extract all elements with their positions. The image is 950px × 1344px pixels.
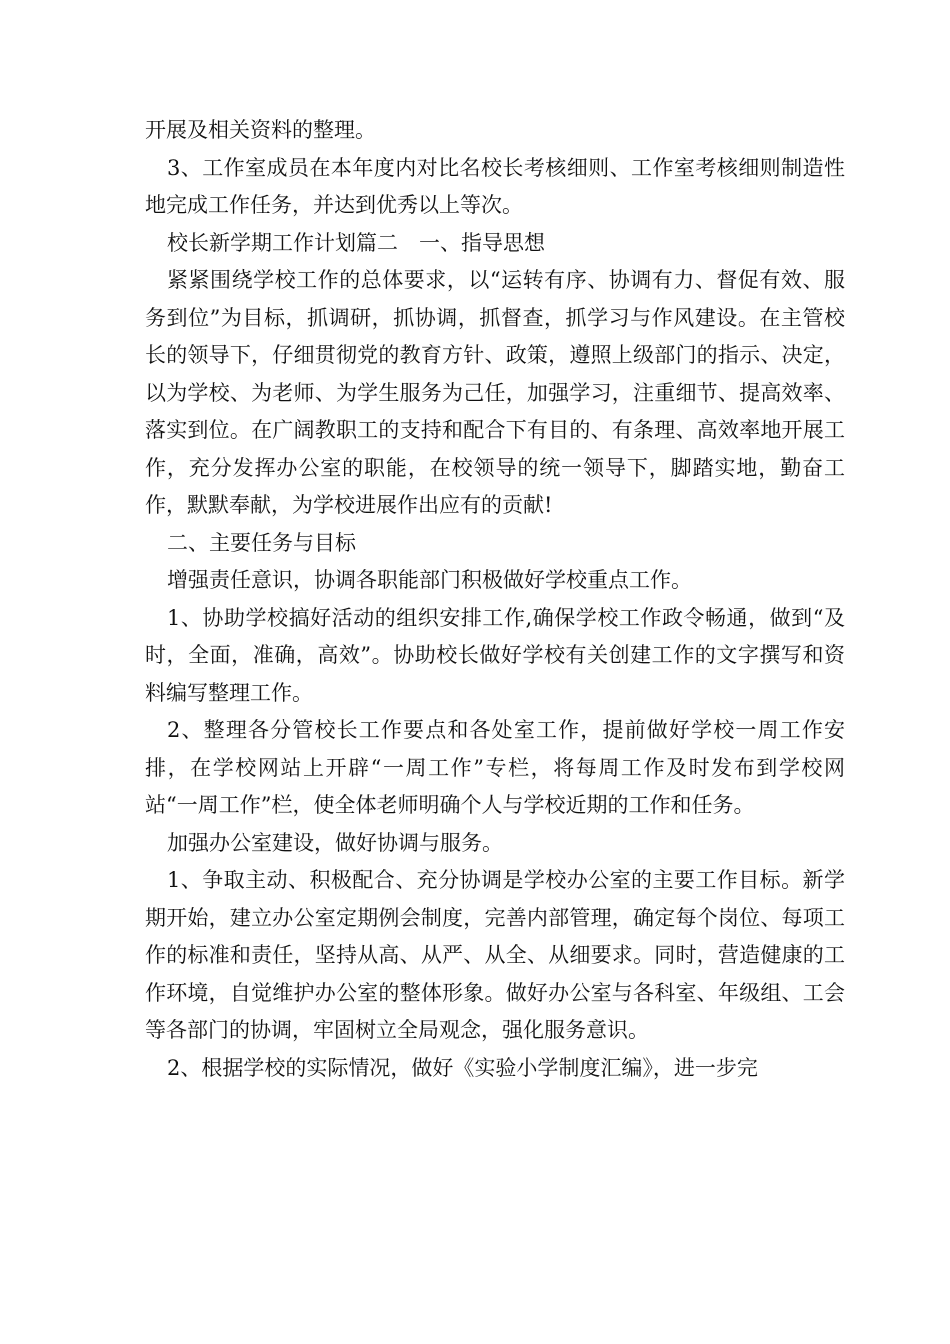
document-body xyxy=(145,112,845,1087)
section-heading-guiding-ideology: 校长新学期工作计划篇二 一、指导思想 xyxy=(167,230,545,255)
paragraph-office-1: 1、争取主动、积极配合、充分协调是学校办公室的主要工作目标。新学期开始，建立办公室定期例会制度，完善内部管理，确定每个岗位、每项工作的标准和责任，坚持从高、从严、从全、从细要求。同时，营造健康的工作环境，自觉维护办公室的整体形象。做好办公室与各科室、年级组、工会等各部门的协调，牢固树立全局观念，强化服务意识。 xyxy=(145,868,845,1042)
section-heading-main-tasks: 二、主要任务与目标 xyxy=(167,530,356,555)
paragraph-task-2: 2、整理各分管校长工作要点和各处室工作，提前做好学校一周工作安排，在学校网站上开辟“一周工作”专栏，将每周工作及时发布到学校网站“一周工作”栏，使全体老师明确个人与学校近期的工作和任务。 xyxy=(145,718,845,817)
paragraph-item-3: 3、工作室成员在本年度内对比名校长考核细则、工作室考核细则制造性地完成工作任务，并达到优秀以上等次。 xyxy=(145,155,845,217)
paragraph-guiding-ideology: 紧紧围绕学校工作的总体要求，以“运转有序、协调有力、督促有效、服务到位”为目标，抓调研，抓协调，抓督查，抓学习与作风建设。在主管校长的领导下，仔细贯彻党的教育方针、政策，遵照上级部门的指示、决定，以为学校、为老师、为学生服务为己任，加强学习，注重细节、提高效率、落实到位。在广阔教职工的支持和配合下有目的、有条理、高效率地开展工作，充分发挥办公室的职能，在校领导的统一领导下，脚踏实地，勤奋工作，默默奉献，为学校进展作出应有的贡献! xyxy=(145,268,845,517)
paragraph-office-2: 2、根据学校的实际情况，做好《实验小学制度汇编》，进一步完 xyxy=(167,1055,758,1080)
paragraph-responsibility: 增强责任意识，协调各职能部门积极做好学校重点工作。 xyxy=(167,568,692,592)
paragraph-task-1: 1、协助学校搞好活动的组织安排工作,确保学校工作政令畅通，做到“及时，全面，准确，高效”。协助校长做好学校有关创建工作的文字撰写和资料编写整理工作。 xyxy=(145,605,845,705)
paragraph-office-building: 加强办公室建设，做好协调与服务。 xyxy=(167,830,503,855)
paragraph-continuation: 开展及相关资料的整理。 xyxy=(145,118,376,142)
